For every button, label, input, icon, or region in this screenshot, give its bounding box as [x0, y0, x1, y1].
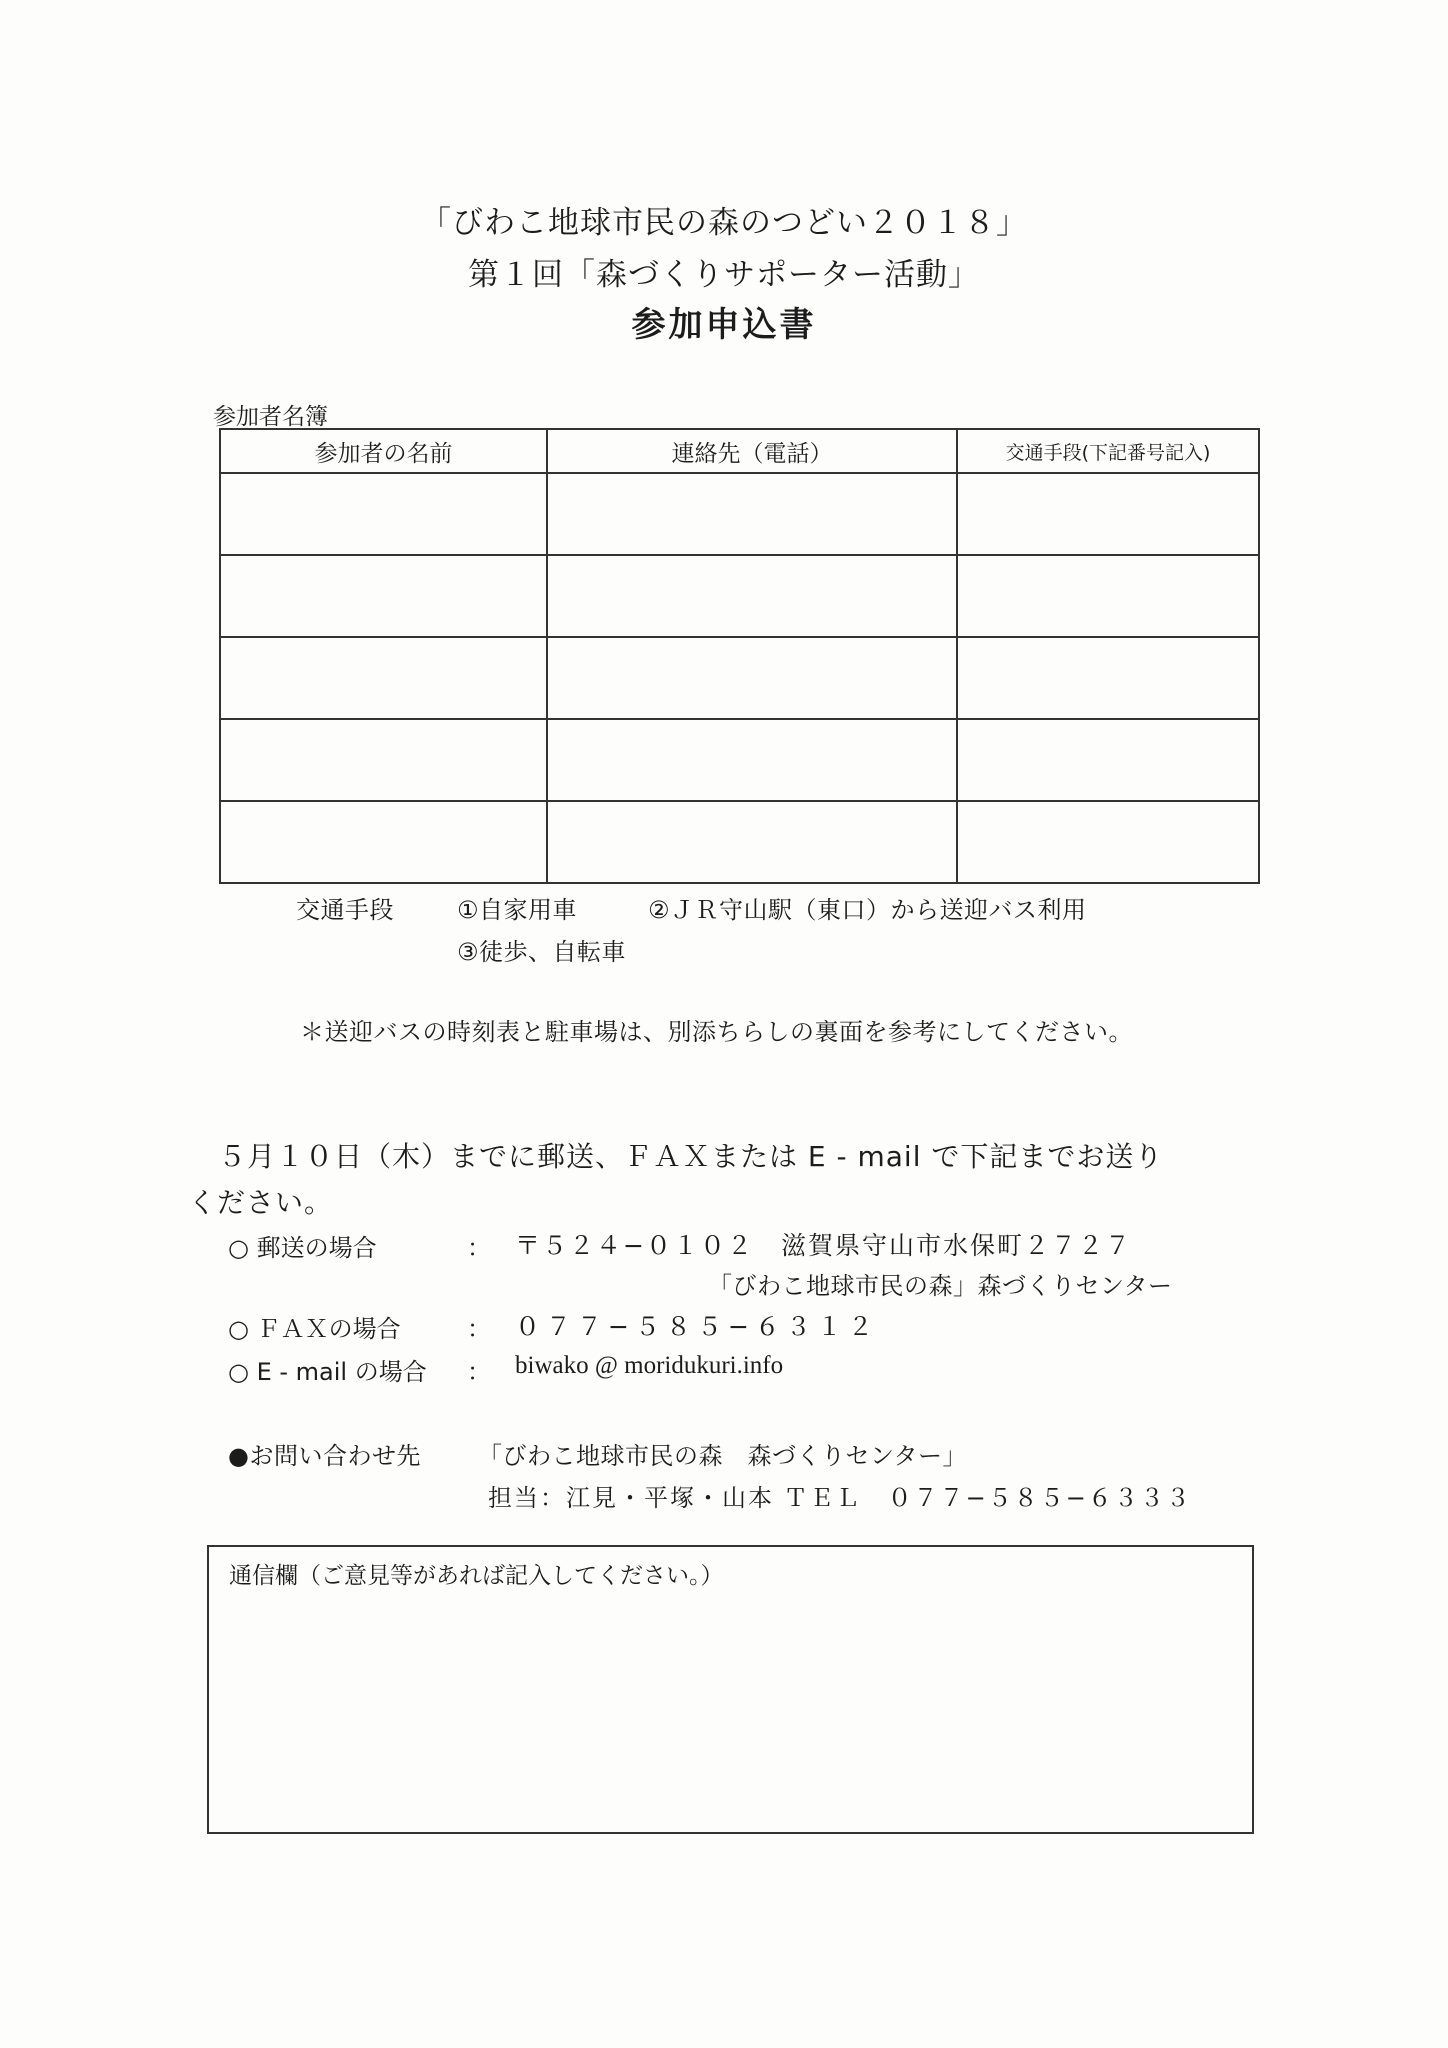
- bus-parking-note: ＊送迎バスの時刻表と駐車場は、別添ちらしの裏面を参考にしてください。: [300, 1018, 1133, 1046]
- phone-cell[interactable]: [547, 555, 957, 637]
- transport-option-1: ①自家用車: [457, 896, 578, 924]
- mail-address: 〒５２４−０１０２ 滋賀県守山市水保町２７２７: [515, 1231, 1132, 1260]
- name-cell[interactable]: [220, 801, 547, 883]
- fax-colon: ：: [467, 1315, 491, 1343]
- inquiry-label: ●お問い合わせ先: [228, 1442, 421, 1470]
- inquiry-organization: 「びわこ地球市民の森 森づくりセンター」: [478, 1442, 968, 1470]
- transport-legend-label: 交通手段: [296, 896, 394, 924]
- phone-cell[interactable]: [547, 719, 957, 801]
- phone-cell[interactable]: [547, 637, 957, 719]
- table-row: [220, 719, 1259, 801]
- inquiry-staff-phone: 担当：江見・平塚・山本 ＴＥＬ ０７７−５８５−６３３３: [488, 1484, 1192, 1512]
- table-row: [220, 637, 1259, 719]
- transport-option-3: ③徒歩、自転車: [457, 938, 627, 966]
- transport-cell[interactable]: [957, 801, 1259, 883]
- form-title: 参加申込書: [631, 305, 817, 345]
- roster-label: 参加者名簿: [213, 404, 328, 430]
- table-row: [220, 473, 1259, 555]
- comment-box[interactable]: [207, 1545, 1254, 1834]
- table-row: [220, 801, 1259, 883]
- header-transport: 交通手段(下記番号記入): [957, 429, 1259, 473]
- phone-cell[interactable]: [547, 473, 957, 555]
- name-cell[interactable]: [220, 719, 547, 801]
- transport-cell[interactable]: [957, 473, 1259, 555]
- fax-number: ０７７−５８５−６３１２: [515, 1312, 879, 1341]
- header-contact-phone: 連絡先（電話）: [547, 429, 957, 473]
- mail-recipient: 「びわこ地球市民の森」森づくりセンター: [708, 1272, 1173, 1300]
- table-header-row: [220, 429, 1259, 473]
- deadline-text-line2: ください。: [188, 1186, 334, 1219]
- fax-label: ○ ＦＡＸの場合: [228, 1315, 401, 1343]
- mail-label: ○ 郵送の場合: [228, 1234, 377, 1262]
- name-cell[interactable]: [220, 637, 547, 719]
- activity-title: 第１回「森づくりサポーター活動」: [468, 257, 980, 293]
- comment-label: 通信欄（ご意見等があれば記入してください。）: [229, 1563, 724, 1589]
- email-colon: ：: [467, 1358, 491, 1386]
- transport-cell[interactable]: [957, 719, 1259, 801]
- transport-option-2: ②ＪＲ守山駅（東口）から送迎バス利用: [648, 896, 1087, 924]
- participant-roster-table: [219, 428, 1260, 884]
- table-row: [220, 555, 1259, 637]
- transport-cell[interactable]: [957, 555, 1259, 637]
- transport-cell[interactable]: [957, 637, 1259, 719]
- header-participant-name: 参加者の名前: [220, 429, 547, 473]
- email-address[interactable]: biwako @ moridukuri.info: [515, 1352, 784, 1379]
- name-cell[interactable]: [220, 473, 547, 555]
- deadline-text-line1: ５月１０日（木）までに郵送、ＦＡＸまたは E - mail で下記までお送り: [218, 1140, 1164, 1173]
- name-cell[interactable]: [220, 555, 547, 637]
- phone-cell[interactable]: [547, 801, 957, 883]
- email-label: ○ E - mail の場合: [228, 1358, 427, 1386]
- mail-colon: ：: [467, 1234, 491, 1262]
- event-title: 「びわこ地球市民の森のつどい２０１８」: [420, 205, 1028, 241]
